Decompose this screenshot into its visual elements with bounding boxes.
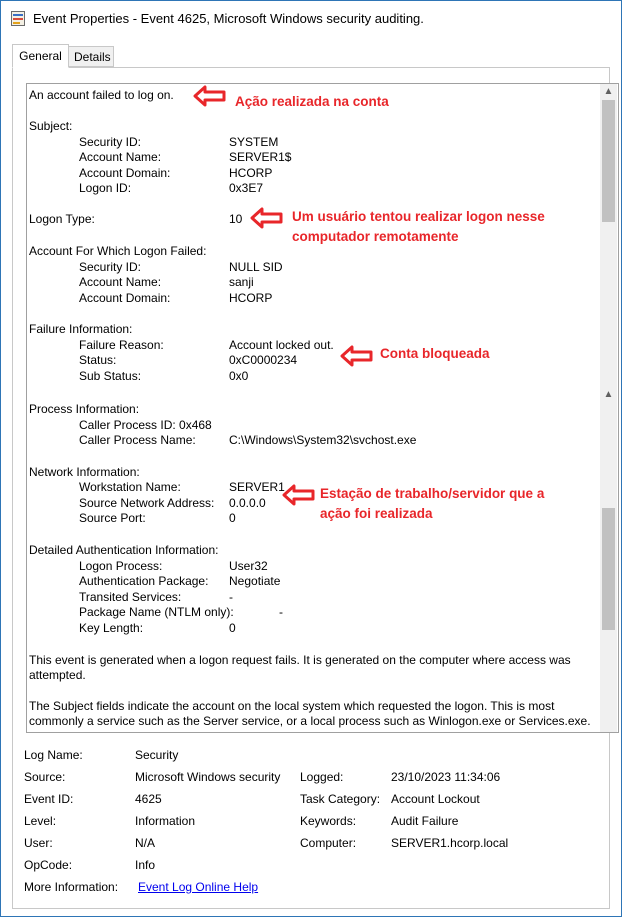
- annotation-action: Ação realizada na conta: [235, 94, 389, 109]
- field-label: Authentication Package:: [79, 574, 209, 588]
- computer-value: SERVER1.hcorp.local: [391, 836, 509, 850]
- field-value: sanji: [229, 275, 254, 289]
- field-label: Status:: [79, 353, 117, 367]
- annotation-logon-line2: computador remotamente: [292, 229, 459, 244]
- field-label: Sub Status:: [79, 369, 142, 383]
- field-label: Account Domain:: [79, 291, 171, 305]
- field-label: Logon Process:: [79, 559, 163, 573]
- scroll-up-icon[interactable]: ▲: [603, 86, 614, 97]
- annotation-arrow-icon: [193, 85, 227, 107]
- event-id-label: Event ID:: [24, 792, 74, 806]
- logged-value: 23/10/2023 11:34:06: [391, 770, 501, 784]
- description-text: attempted.: [29, 668, 86, 682]
- annotation-locked: Conta bloqueada: [380, 346, 490, 361]
- field-value: SERVER1: [229, 480, 285, 494]
- field-value: SYSTEM: [229, 135, 279, 149]
- field-label: Workstation Name:: [79, 480, 181, 494]
- event-id-value: 4625: [135, 792, 162, 806]
- field-value: SERVER1$: [229, 150, 292, 164]
- network-info-header: Network Information:: [29, 465, 140, 479]
- annotation-station-line1: Estação de trabalho/servidor que a: [320, 486, 545, 501]
- user-value: N/A: [135, 836, 156, 850]
- field-label: Security ID:: [79, 135, 142, 149]
- annotation-station-line2: ação foi realizada: [320, 506, 433, 521]
- failed-account-header: Account For Which Logon Failed:: [29, 244, 207, 258]
- computer-label: Computer:: [300, 836, 357, 850]
- description-text: This event is generated when a logon request fails. It is generated on the computer where access was: [29, 653, 571, 667]
- field-label: Transited Services:: [79, 590, 182, 604]
- source-label: Source:: [24, 770, 66, 784]
- user-label: User:: [24, 836, 53, 850]
- failure-info-header: Failure Information:: [29, 322, 133, 336]
- vertical-scrollbar[interactable]: [600, 84, 617, 732]
- field-label: Source Port:: [79, 511, 146, 525]
- scroll-up-icon[interactable]: ▲: [603, 389, 614, 400]
- field-label: Account Domain:: [79, 166, 171, 180]
- field-value: 0x3E7: [229, 181, 264, 195]
- opcode-label: OpCode:: [24, 858, 73, 872]
- caller-process-id: Caller Process ID: 0x468: [79, 418, 212, 432]
- field-label: Key Length:: [79, 621, 144, 635]
- field-value: HCORP: [229, 166, 273, 180]
- event-log-online-help-link[interactable]: Event Log Online Help: [138, 880, 259, 894]
- field-value: 0xC0000234: [229, 353, 298, 367]
- field-value: 0x0: [229, 369, 249, 383]
- field-value: C:\Windows\System32\svchost.exe: [229, 433, 417, 447]
- field-value: Negotiate: [229, 574, 281, 588]
- description-text: commonly a service such as the Server service, or a local process such as Winlogon.exe or Services.exe.: [29, 714, 591, 728]
- annotation-arrow-icon: [282, 484, 316, 506]
- keywords-value: Audit Failure: [391, 814, 459, 828]
- level-label: Level:: [24, 814, 57, 828]
- description-text: The Subject fields indicate the account on the local system which requested the logon. This is most: [29, 699, 555, 713]
- event-viewer-icon: [11, 11, 25, 26]
- source-value: Microsoft Windows security: [135, 770, 281, 784]
- logged-label: Logged:: [300, 770, 344, 784]
- task-category-label: Task Category:: [300, 792, 381, 806]
- field-label: Account Name:: [79, 275, 162, 289]
- field-value: 0: [229, 511, 236, 525]
- opcode-value: Info: [135, 858, 156, 872]
- field-value: 0.0.0.0: [229, 496, 266, 510]
- tab-details[interactable]: Details: [69, 46, 114, 67]
- subject-header: Subject:: [29, 119, 73, 133]
- field-label: Package Name (NTLM only):: [79, 605, 234, 619]
- logon-type-value: 10: [229, 212, 243, 226]
- field-value: -: [279, 605, 283, 619]
- process-info-header: Process Information:: [29, 402, 140, 416]
- field-value: NULL SID: [229, 260, 283, 274]
- title-bar: [1, 1, 621, 34]
- logon-type-label: Logon Type:: [29, 212, 95, 226]
- field-value: -: [229, 590, 233, 604]
- scrollbar-thumb[interactable]: [602, 100, 615, 222]
- field-label: Source Network Address:: [79, 496, 215, 510]
- field-label: Logon ID:: [79, 181, 132, 195]
- more-info-label: More Information:: [24, 880, 119, 894]
- field-value: Account locked out.: [229, 338, 334, 352]
- field-label: Failure Reason:: [79, 338, 164, 352]
- annotation-arrow-icon: [250, 207, 284, 229]
- log-name-label: Log Name:: [24, 748, 83, 762]
- auth-info-header: Detailed Authentication Information:: [29, 543, 219, 557]
- log-name-value: Security: [135, 748, 179, 762]
- tab-general[interactable]: General: [12, 44, 69, 68]
- field-label: Caller Process Name:: [79, 433, 196, 447]
- field-value: HCORP: [229, 291, 273, 305]
- annotation-logon-line1: Um usuário tentou realizar logon nesse: [292, 209, 545, 224]
- event-description-textbox[interactable]: [26, 83, 619, 733]
- event-summary: An account failed to log on.: [29, 88, 174, 102]
- scrollbar-thumb[interactable]: [602, 508, 615, 630]
- level-value: Information: [135, 814, 196, 828]
- field-value: 0: [229, 621, 236, 635]
- field-value: User32: [229, 559, 268, 573]
- window-title: Event Properties - Event 4625, Microsoft Windows security auditing.: [33, 11, 424, 26]
- keywords-label: Keywords:: [300, 814, 357, 828]
- annotation-arrow-icon: [340, 345, 374, 367]
- task-category-value: Account Lockout: [391, 792, 480, 806]
- field-label: Account Name:: [79, 150, 162, 164]
- field-label: Security ID:: [79, 260, 142, 274]
